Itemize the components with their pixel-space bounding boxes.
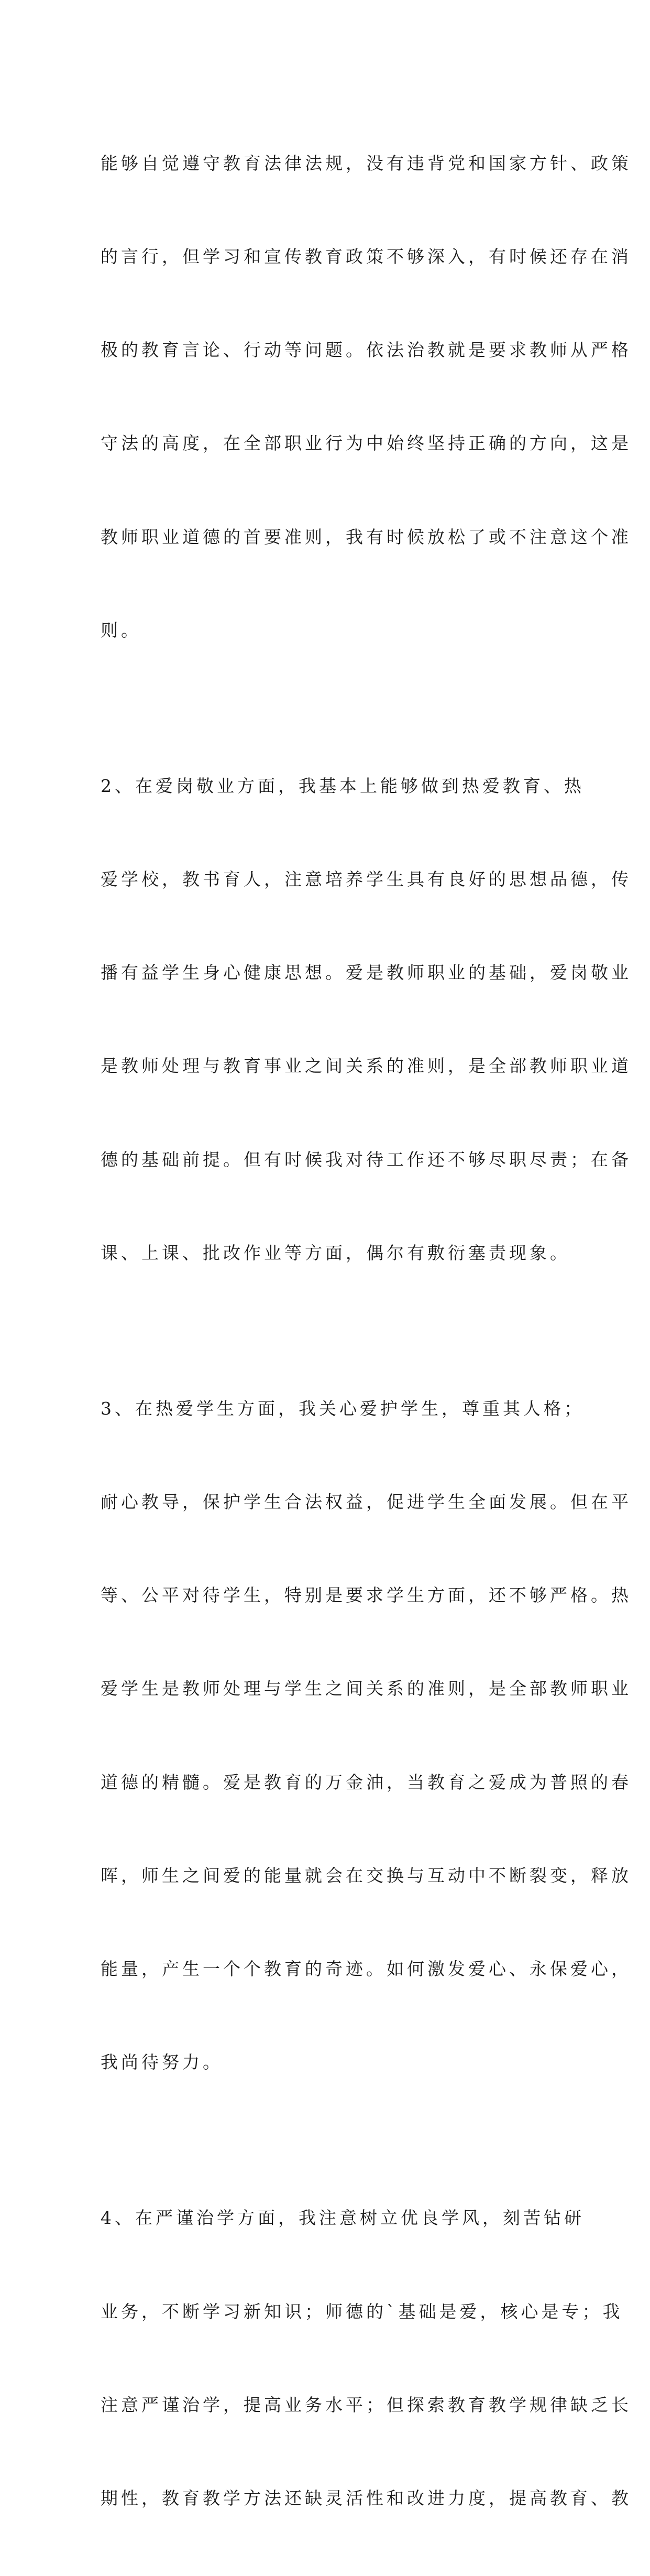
text-line: 晖，师生之间爱的能量就会在交换与互动中不断裂变，释放: [101, 1860, 552, 1891]
text-line: 能够自觉遵守教育法律法规，没有违背党和国家方针、政策: [101, 148, 552, 179]
paragraph-2: [101, 708, 552, 1331]
text-line: 注意严谨治学，提高业务水平；但探索教育教学规律缺乏长: [101, 2389, 552, 2420]
document-page: [0, 0, 650, 919]
text-line: 教师职业道德的首要准则，我有时候放松了或不注意这个准: [101, 521, 552, 552]
text-line: 爱学校，教书育人，注意培养学生具有良好的思想品德，传: [101, 864, 552, 895]
text-line: 3、在热爱学生方面，我关心爱护学生，尊重其人格；: [101, 1393, 552, 1424]
text-line: 业务，不断学习新知识；师德的`基础是爱，核心是专；我: [101, 2296, 552, 2327]
text-line: 极的教育言论、行动等问题。依法治教就是要求教师从严格: [101, 334, 552, 365]
paragraph-1: [101, 85, 552, 708]
text-line: 德的基础前提。但有时候我对待工作还不够尽职尽责；在备: [101, 1144, 552, 1175]
text-line: 是教师处理与教育事业之间关系的准则，是全部教师职业道: [101, 1050, 552, 1081]
text-line: 我尚待努力。: [101, 2047, 552, 2078]
text-line: 则。: [101, 615, 552, 646]
paragraph-4: [101, 2140, 552, 2576]
text-line: 4、在严谨治学方面，我注意树立优良学风，刻苦钻研: [101, 2202, 552, 2233]
text-line: 耐心教导，保护学生合法权益，促进学生全面发展。但在平: [101, 1486, 552, 1517]
text-line: 能量，产生一个个教育的奇迹。如何激发爱心、永保爱心，: [101, 1953, 552, 1984]
text-line: 爱学生是教师处理与学生之间关系的准则，是全部教师职业: [101, 1673, 552, 1704]
text-line: 播有益学生身心健康思想。爱是教师职业的基础，爱岗敬业: [101, 957, 552, 988]
text-line: 2、在爱岗敬业方面，我基本上能够做到热爱教育、热: [101, 770, 552, 801]
document-body: [101, 85, 552, 2576]
text-line: 等、公平对待学生，特别是要求学生方面，还不够严格。热: [101, 1580, 552, 1611]
text-line: 的言行，但学习和宣传教育政策不够深入，有时候还存在消: [101, 241, 552, 272]
text-line: 课、上课、批改作业等方面，偶尔有敷衍塞责现象。: [101, 1237, 552, 1268]
text-line: 守法的高度，在全部职业行为中始终坚持正确的方向，这是: [101, 428, 552, 459]
text-line: 期性，教育教学方法还缺灵活性和改进力度，提高教育、教: [101, 2483, 552, 2514]
text-line: 道德的精髓。爱是教育的万金油，当教育之爱成为普照的春: [101, 1767, 552, 1798]
paragraph-3: [101, 1331, 552, 2140]
